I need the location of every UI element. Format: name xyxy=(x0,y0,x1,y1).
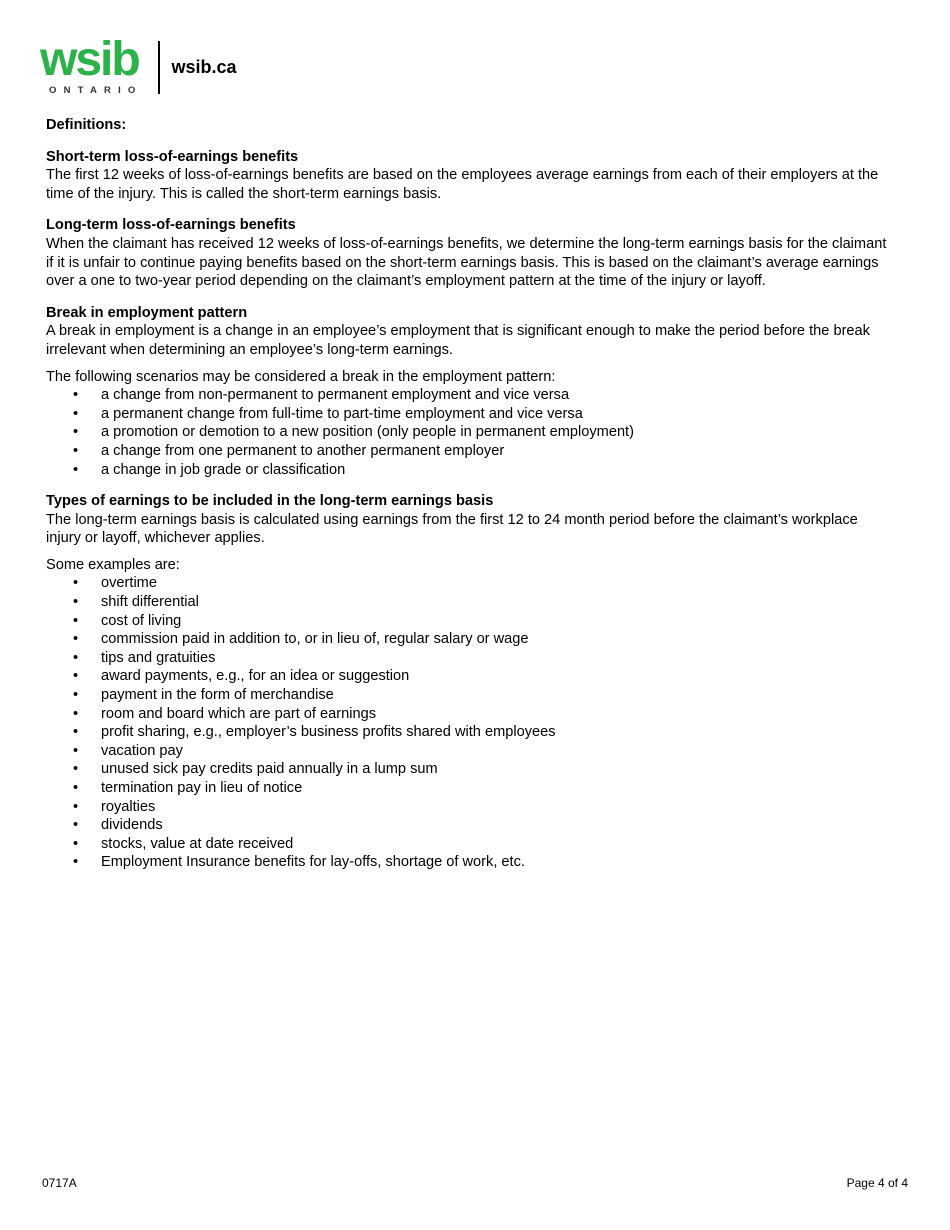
page-header xyxy=(40,33,237,96)
bullet-icon: • xyxy=(73,575,79,592)
earnings-types-body: The long-term earnings basis is calculated using earnings from the first 12 to 24 month period before the claimant’s workplace injury or layoff, whichever applies. xyxy=(46,511,858,547)
list-item: • dividends xyxy=(73,817,163,834)
document-body xyxy=(46,116,896,885)
bullet-icon: • xyxy=(73,405,79,422)
list-item: • cost of living xyxy=(73,612,182,629)
definitions-heading: Definitions: xyxy=(46,117,127,133)
bullet-icon: • xyxy=(73,835,79,852)
bullet-icon: • xyxy=(73,612,79,629)
bullet-icon: • xyxy=(73,761,79,778)
list-item: • room and board which are part of earnings xyxy=(73,705,377,722)
bullet-icon: • xyxy=(73,798,79,815)
break-pattern-list xyxy=(46,386,896,479)
bullet-icon: • xyxy=(73,631,79,648)
list-item: • award payments, e.g., for an idea or suggestion xyxy=(73,668,410,685)
list-item: • unused sick pay credits paid annually in a lump sum xyxy=(73,761,438,778)
short-term-section xyxy=(46,148,896,204)
logo-wordmark: wsib xyxy=(40,33,139,86)
list-item: • a change in job grade or classification xyxy=(73,461,346,478)
header-divider xyxy=(158,41,160,94)
earnings-types-title: Types of earnings to be included in the long-term earnings basis xyxy=(46,493,494,510)
bullet-icon: • xyxy=(73,705,79,722)
list-item: • shift differential xyxy=(73,594,199,611)
form-number: 0717A xyxy=(42,1176,77,1190)
list-item: • stocks, value at date received xyxy=(73,835,294,852)
logo-subtext: ONTARIO xyxy=(49,85,143,96)
earnings-types-list xyxy=(46,574,896,872)
break-pattern-section xyxy=(46,304,896,479)
list-item: • a change from non-permanent to permanent employment and vice versa xyxy=(73,387,570,404)
short-term-body: The first 12 weeks of loss-of-earnings benefits are based on the employees average earnings from each of their employers at the time of the injury. This is called the short-term earnings basis. xyxy=(46,167,879,202)
list-item: • Employment Insurance benefits for lay-offs, shortage of work, etc. xyxy=(73,854,525,871)
list-item: • a promotion or demotion to a new position (only people in permanent employment) xyxy=(73,424,634,441)
long-term-body: When the claimant has received 12 weeks of loss-of-earnings benefits, we determine the long-term earnings basis for the claimant if it is unfair to continue paying benefits based on the short-term earnings basis. This is based on the claimant’s average earnings over a one to two-year period depending on the claimant’s employment pattern at the time of the injury or layoff. xyxy=(46,235,887,290)
list-item: • tips and gratuities xyxy=(73,649,216,666)
page-number: Page 4 of 4 xyxy=(846,1176,908,1190)
earnings-types-intro: Some examples are: xyxy=(46,556,180,573)
break-pattern-body: A break in employment is a change in an employee’s employment that is significant enough to make the period before the break irrelevant when determining an employee’s long-term earnings. xyxy=(46,323,870,358)
list-item: • a permanent change from full-time to part-time employment and vice versa xyxy=(73,405,583,422)
bullet-icon: • xyxy=(73,780,79,796)
list-item: • profit sharing, e.g., employer’s business profits shared with employees xyxy=(73,724,556,741)
bullet-icon: • xyxy=(73,668,79,685)
break-pattern-title: Break in employment pattern xyxy=(46,304,248,321)
site-url: wsib.ca xyxy=(171,57,237,77)
break-pattern-intro: The following scenarios may be considered a break in the employment pattern: xyxy=(46,368,556,385)
bullet-icon: • xyxy=(73,424,79,441)
list-item: • a change from one permanent to another permanent employer xyxy=(73,442,505,459)
bullet-icon: • xyxy=(73,649,79,666)
bullet-icon: • xyxy=(73,442,79,459)
long-term-title: Long-term loss-of-earnings benefits xyxy=(46,217,296,234)
bullet-icon: • xyxy=(73,594,79,611)
bullet-icon: • xyxy=(73,817,79,834)
list-item: • overtime xyxy=(73,575,157,592)
bullet-icon: • xyxy=(73,742,79,759)
long-term-section xyxy=(46,216,896,290)
short-term-title: Short-term loss-of-earnings benefits xyxy=(46,148,299,165)
list-item: • commission paid in addition to, or in lieu of, regular salary or wage xyxy=(73,631,529,648)
wsib-logo xyxy=(40,33,146,96)
earnings-types-section xyxy=(46,492,896,872)
bullet-icon: • xyxy=(73,854,79,871)
list-item: • royalties xyxy=(73,798,156,815)
list-item: • vacation pay xyxy=(73,742,183,759)
list-item: • payment in the form of merchandise xyxy=(73,687,334,704)
list-item: • termination pay in lieu of notice xyxy=(73,780,303,796)
bullet-icon: • xyxy=(73,724,79,741)
bullet-icon: • xyxy=(73,461,79,478)
bullet-icon: • xyxy=(73,387,79,404)
bullet-icon: • xyxy=(73,687,79,704)
